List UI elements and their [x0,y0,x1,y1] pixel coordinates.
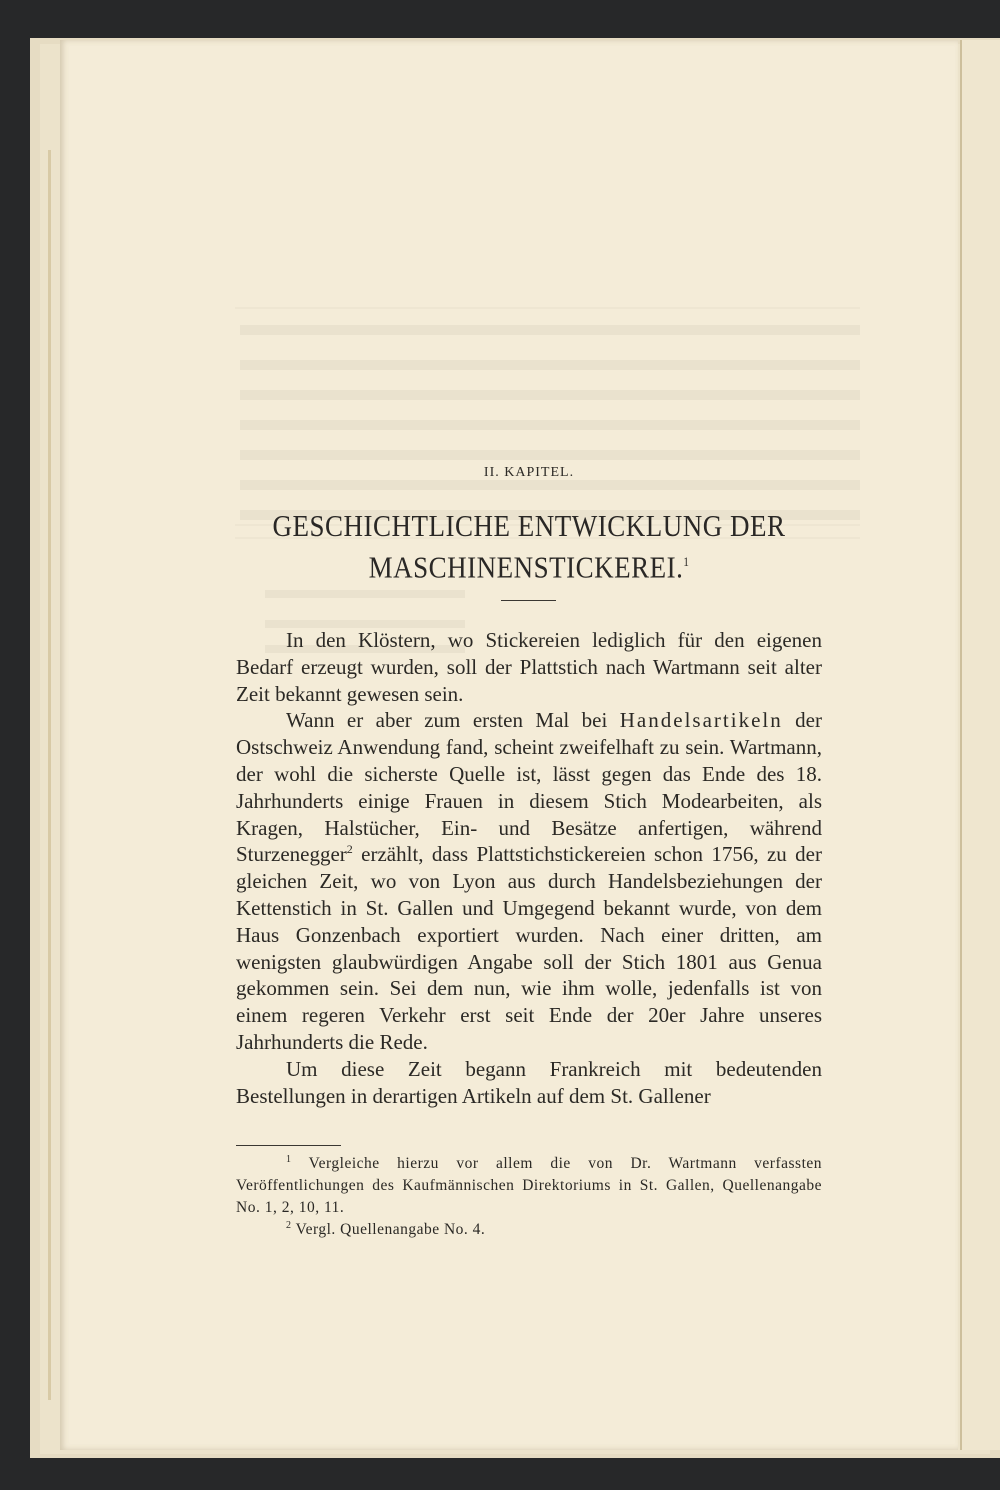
spine-edge [48,150,51,1400]
chapter-title-line-2-text: MASCHINENSTICKEREI. [368,550,684,585]
paragraph-2-before: Wann er aber zum ersten Mal bei [286,708,620,733]
chapter-label: II. KAPITEL. [483,465,575,480]
title-footnote-marker: 1 [683,556,690,570]
footnote-1 [236,1153,822,1219]
facing-page-edge [960,40,1000,1450]
body-text [236,627,822,1109]
footnotes [236,1153,822,1241]
footnote-2-text: Vergl. Quellenangabe No. 4. [291,1221,486,1238]
footnote-2-marker: 2 [286,1219,292,1231]
footnote-2 [236,1219,822,1241]
chapter-title-line-1: GESCHICHTLICHE ENTWICKLUNG DER [272,509,786,543]
paragraph-2-spaced: Handelsartikeln [619,708,783,733]
paragraph-2-after: erzählt, dass Plattstichstickereien schon 1756, zu der gleichen Zeit, wo von Lyon aus durch Handelsbeziehungen der Kettenstich in St. Gallen und Umgegend bekannt wurde, von dem Haus Gonzenbach exportiert wurden. Nach einer dritten, am wenigsten glaubwürdigen Angabe soll der Stich 1801 aus Genua gekommen sein. Sei dem nun, wie ihm wolle, jedenfalls ist von einem regeren Verkehr erst seit Ende der 20er Jahre unseres Jahrhunderts die Rede. [236,842,822,1054]
paragraph-1: In den Klöstern, wo Stickereien lediglich für den eigenen Bedarf erzeugt wurden, soll der Plattstich nach Wartmann seit alter Zeit bekannt gewesen sein. [236,628,822,706]
footnote-2-reference: 2 [346,842,353,857]
footnote-divider [236,1145,341,1146]
paragraph-2 [236,707,822,1055]
paragraph-2-middle: der Ostschweiz Anwendung fand, scheint zweifelhaft zu sein. Wartmann, der wohl die sicherste Quelle ist, lässt gegen das Ende des 18. Jahrhunderts einige Frauen in diesem Stich Modearbeiten, als Kragen, Halstücher, Ein- und Besätze anfertigen, während Sturzenegger [236,708,822,867]
paragraph-3: Um diese Zeit begann Frankreich mit bedeutenden Bestellungen in derartigen Artikeln auf dem St. Gallener [236,1056,822,1108]
footnote-1-marker: 1 [286,1153,292,1165]
chapter-title-line-2 [0,545,1000,586]
title-divider [501,600,556,601]
chapter-title [0,508,1000,586]
footnote-1-text: Vergleiche hierzu vor allem die von Dr. Wartmann verfassten Veröffentlichungen des Kaufmännischen Direktoriums in St. Gallen, Quellenangabe No. 1, 2, 10, 11. [236,1155,822,1216]
